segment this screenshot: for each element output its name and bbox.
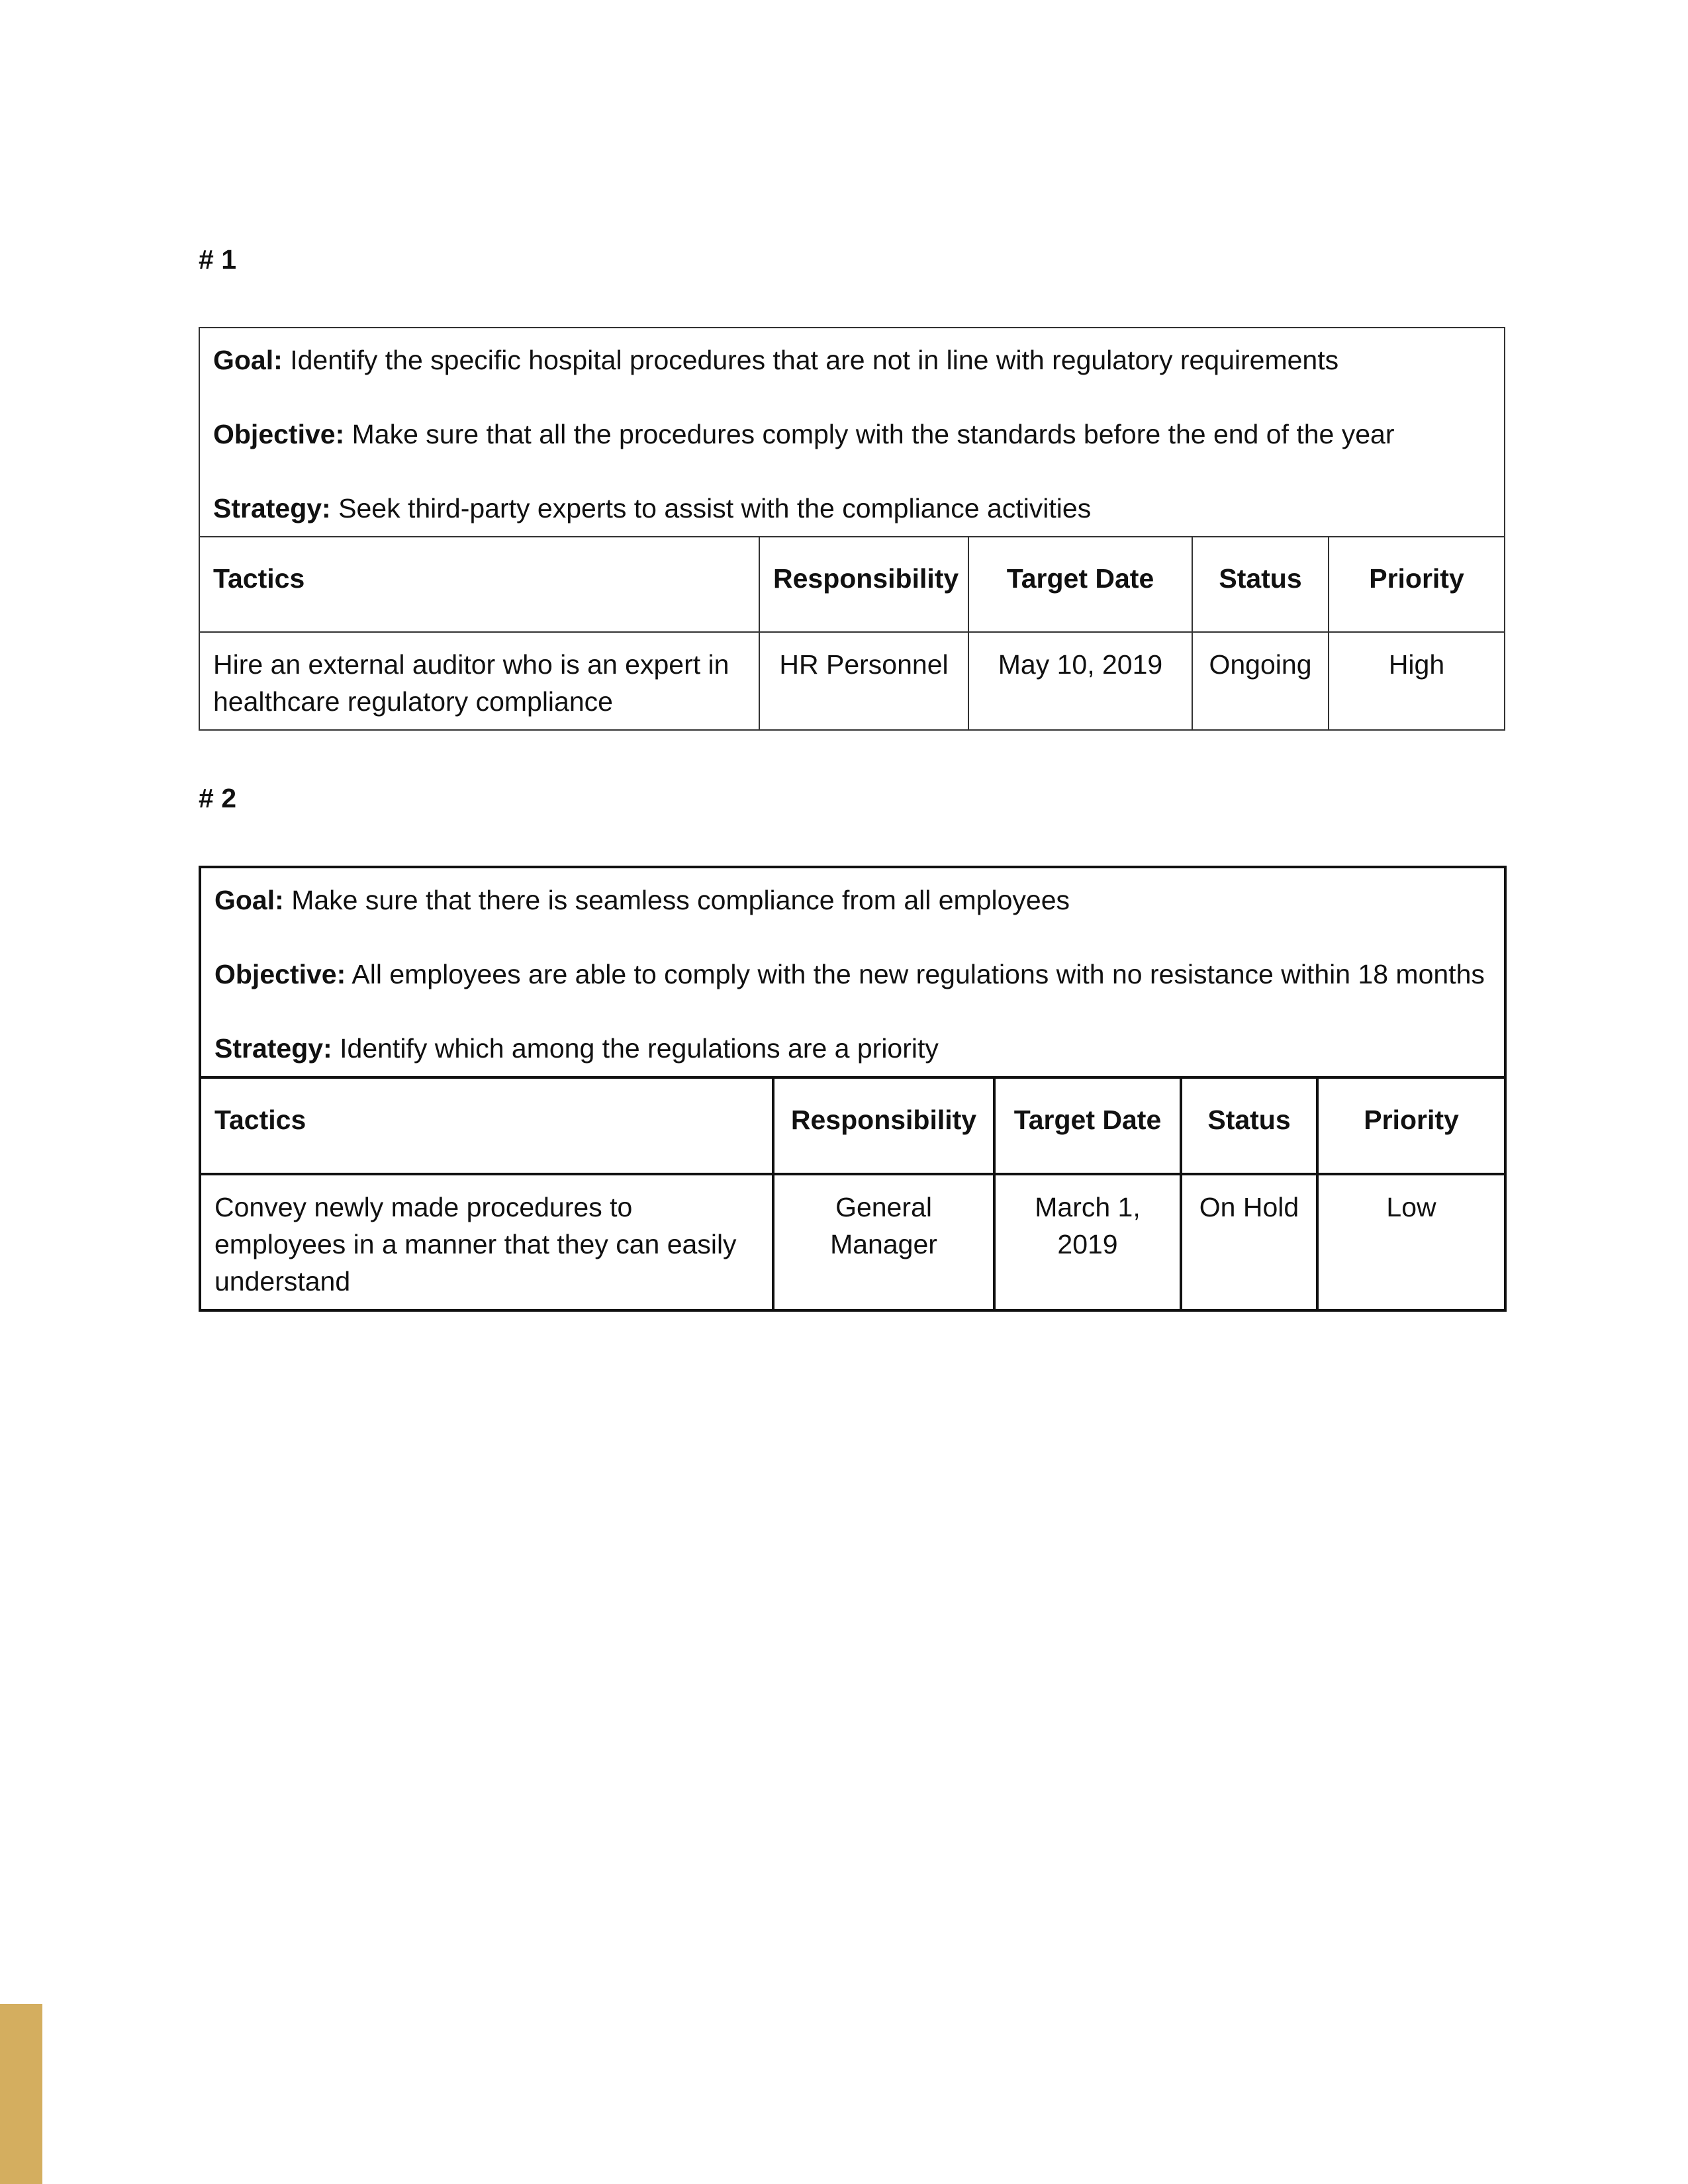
target-date-cell: May 10, 2019 bbox=[968, 632, 1192, 730]
section-2-table bbox=[199, 866, 1507, 1312]
status-cell: Ongoing bbox=[1192, 632, 1329, 730]
priority-cell: High bbox=[1329, 632, 1505, 730]
goal-line bbox=[213, 341, 1491, 379]
section-1-info-row bbox=[199, 328, 1505, 537]
objective-line bbox=[213, 416, 1491, 453]
target-date-cell: March 1, 2019 bbox=[994, 1174, 1181, 1310]
column-header-priority: Priority bbox=[1317, 1077, 1505, 1174]
column-header-target-date: Target Date bbox=[968, 537, 1192, 632]
objective-line bbox=[214, 956, 1491, 993]
goal-label: Goal: bbox=[214, 885, 284, 915]
section-1-table bbox=[199, 327, 1505, 731]
column-header-target-date: Target Date bbox=[994, 1077, 1181, 1174]
strategy-line bbox=[213, 490, 1491, 527]
column-header-responsibility: Responsibility bbox=[773, 1077, 994, 1174]
column-header-priority: Priority bbox=[1329, 537, 1505, 632]
section-2-heading: # 2 bbox=[199, 783, 236, 813]
section-2-header-row bbox=[200, 1077, 1505, 1174]
strategy-text: Seek third-party experts to assist with the compliance activities bbox=[338, 493, 1092, 523]
section-1-heading: # 1 bbox=[199, 244, 236, 275]
goal-line bbox=[214, 882, 1491, 919]
column-header-tactics: Tactics bbox=[200, 1077, 773, 1174]
objective-label: Objective: bbox=[213, 419, 345, 449]
column-header-responsibility: Responsibility bbox=[759, 537, 968, 632]
responsibility-cell: HR Personnel bbox=[759, 632, 968, 730]
strategy-line bbox=[214, 1030, 1491, 1067]
tactic-cell: Convey newly made procedures to employees in a manner that they can easily understand bbox=[200, 1174, 773, 1310]
goal-text: Identify the specific hospital procedures that are not in line with regulatory requirements bbox=[290, 345, 1339, 375]
table-row bbox=[200, 1174, 1505, 1310]
section-2-info-row bbox=[200, 867, 1505, 1077]
status-cell: On Hold bbox=[1181, 1174, 1317, 1310]
goal-text: Make sure that there is seamless compliance from all employees bbox=[291, 885, 1070, 915]
tactic-cell: Hire an external auditor who is an expert in healthcare regulatory compliance bbox=[199, 632, 759, 730]
column-header-tactics: Tactics bbox=[199, 537, 759, 632]
strategy-label: Strategy: bbox=[214, 1033, 332, 1064]
decorative-accent-bar bbox=[0, 2004, 42, 2184]
column-header-status: Status bbox=[1181, 1077, 1317, 1174]
strategy-text: Identify which among the regulations are a priority bbox=[340, 1033, 939, 1064]
section-1-header-row bbox=[199, 537, 1505, 632]
goal-label: Goal: bbox=[213, 345, 283, 375]
priority-cell: Low bbox=[1317, 1174, 1505, 1310]
objective-label: Objective: bbox=[214, 959, 346, 989]
section-1-info-cell bbox=[199, 328, 1505, 537]
objective-text: All employees are able to comply with the new regulations with no resistance within 18 months bbox=[352, 959, 1485, 989]
column-header-status: Status bbox=[1192, 537, 1329, 632]
strategy-label: Strategy: bbox=[213, 493, 331, 523]
objective-text: Make sure that all the procedures comply with the standards before the end of the year bbox=[352, 419, 1395, 449]
table-row bbox=[199, 632, 1505, 730]
responsibility-cell: General Manager bbox=[773, 1174, 994, 1310]
section-2-info-cell bbox=[200, 867, 1505, 1077]
